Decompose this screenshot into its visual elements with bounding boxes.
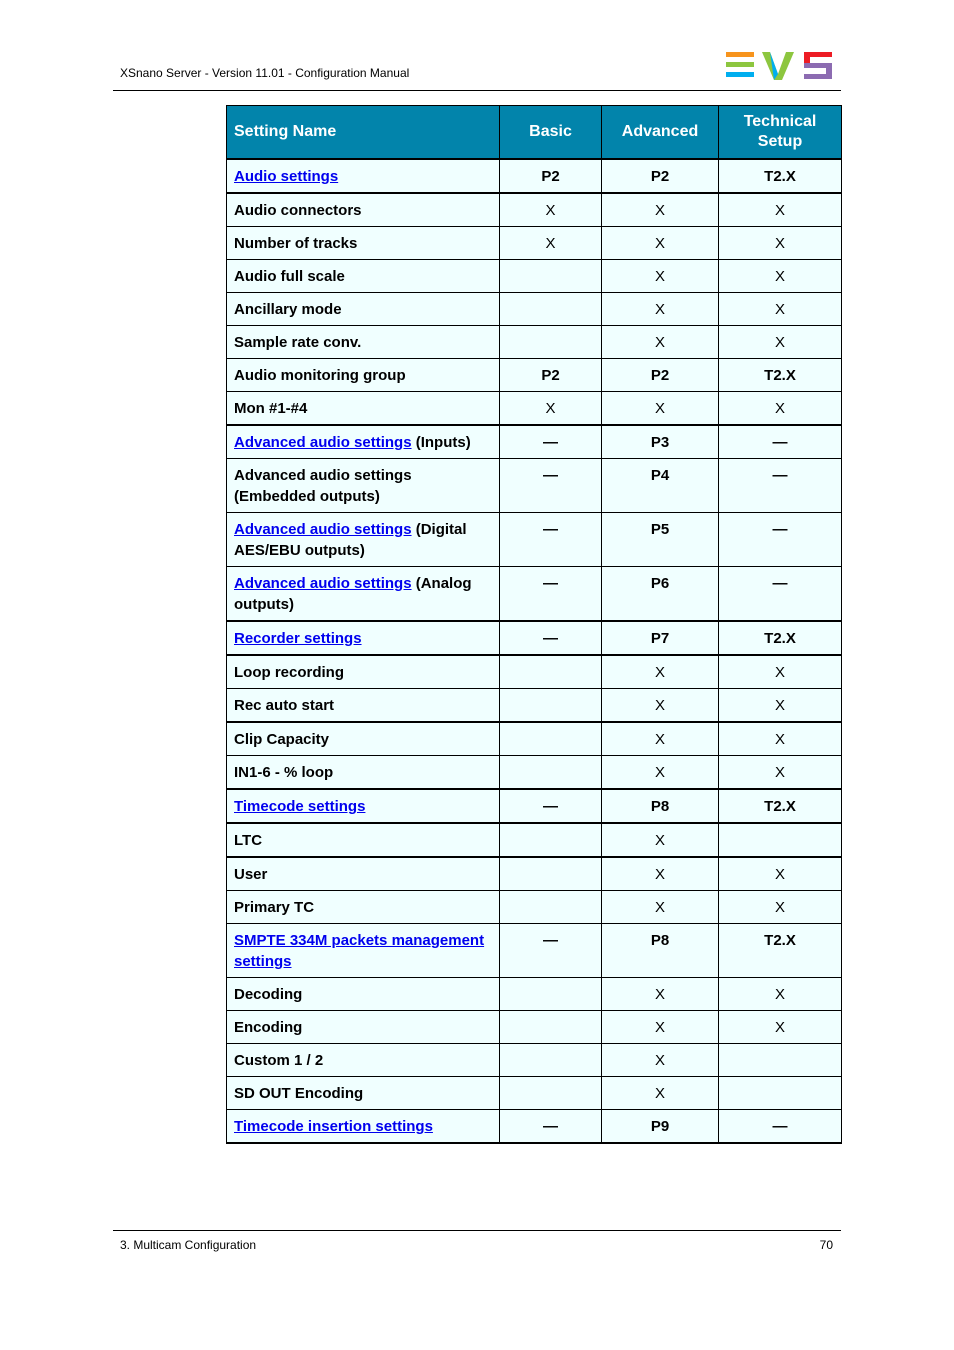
- setting-name-cell: [227, 260, 500, 293]
- setting-name-cell: [227, 978, 500, 1011]
- setting-name-text: Number of tracks: [234, 235, 358, 252]
- table-row: [227, 392, 842, 426]
- basic-value-cell: [500, 978, 602, 1011]
- basic-value-cell: X: [500, 193, 602, 227]
- technical-value-cell: T2.X: [719, 789, 842, 823]
- basic-value-cell: [500, 823, 602, 857]
- advanced-value-cell: X: [602, 722, 719, 756]
- setting-name-text: Audio monitoring group: [234, 367, 406, 384]
- setting-name-text: User: [234, 866, 268, 883]
- setting-name-cell: [227, 326, 500, 359]
- table-row: [227, 621, 842, 655]
- table-row: [227, 823, 842, 857]
- advanced-value-cell: X: [602, 260, 719, 293]
- setting-name-text: Sample rate conv.: [234, 334, 362, 351]
- basic-value-cell: [500, 1044, 602, 1077]
- table-row: [227, 891, 842, 924]
- basic-value-cell: [500, 260, 602, 293]
- setting-name-cell: [227, 655, 500, 689]
- table-row: [227, 978, 842, 1011]
- advanced-value-cell: X: [602, 227, 719, 260]
- setting-name-text: LTC: [234, 832, 263, 849]
- technical-value-cell: X: [719, 978, 842, 1011]
- technical-value-cell: —: [719, 1110, 842, 1144]
- table-row: [227, 193, 842, 227]
- technical-value-cell: X: [719, 891, 842, 924]
- basic-value-cell: —: [500, 924, 602, 978]
- advanced-value-cell: P2: [602, 359, 719, 392]
- table-row: [227, 1044, 842, 1077]
- table-row: [227, 359, 842, 392]
- table-row: [227, 567, 842, 622]
- advanced-value-cell: X: [602, 1077, 719, 1110]
- basic-value-cell: [500, 326, 602, 359]
- table-row: [227, 1077, 842, 1110]
- advanced-value-cell: P8: [602, 789, 719, 823]
- evs-logo-icon: [726, 52, 834, 82]
- settings-table: [226, 105, 842, 1144]
- basic-value-cell: —: [500, 1110, 602, 1144]
- column-header-setting-name: Setting Name: [227, 106, 500, 160]
- table-row: [227, 857, 842, 891]
- column-header-basic: Basic: [500, 106, 602, 160]
- advanced-value-cell: P5: [602, 513, 719, 567]
- setting-name-text: Audio full scale: [234, 268, 345, 285]
- setting-name-cell: [227, 689, 500, 723]
- advanced-value-cell: X: [602, 823, 719, 857]
- basic-value-cell: [500, 891, 602, 924]
- page-header-title: XSnano Server - Version 11.01 - Configuration Manual: [120, 66, 410, 80]
- setting-link[interactable]: Advanced audio settings: [234, 521, 412, 538]
- technical-value-cell: —: [719, 459, 842, 513]
- basic-value-cell: —: [500, 513, 602, 567]
- setting-name-text: Decoding: [234, 986, 303, 1003]
- setting-name-cell: [227, 823, 500, 857]
- table-row: [227, 293, 842, 326]
- setting-name-cell: [227, 1011, 500, 1044]
- setting-name-text: Primary TC: [234, 899, 315, 916]
- technical-value-cell: T2.X: [719, 924, 842, 978]
- table-row: [227, 227, 842, 260]
- basic-value-cell: X: [500, 392, 602, 426]
- basic-value-cell: [500, 655, 602, 689]
- technical-value-cell: X: [719, 756, 842, 790]
- setting-link[interactable]: Audio settings: [234, 168, 339, 185]
- technical-value-cell: X: [719, 293, 842, 326]
- basic-value-cell: —: [500, 567, 602, 622]
- technical-value-cell: —: [719, 513, 842, 567]
- basic-value-cell: [500, 1011, 602, 1044]
- setting-name-cell: [227, 621, 500, 655]
- footer-section-title: 3. Multicam Configuration: [120, 1238, 257, 1252]
- technical-value-cell: T2.X: [719, 159, 842, 193]
- setting-name-text: Rec auto start: [234, 697, 335, 714]
- column-header-technical-setup: Technical Setup: [719, 106, 842, 160]
- advanced-value-cell: X: [602, 857, 719, 891]
- advanced-value-cell: X: [602, 978, 719, 1011]
- technical-value-cell: —: [719, 567, 842, 622]
- setting-name-cell: [227, 924, 500, 978]
- advanced-value-cell: P3: [602, 425, 719, 459]
- setting-link[interactable]: Advanced audio settings: [234, 434, 412, 451]
- technical-value-cell: X: [719, 655, 842, 689]
- setting-name-cell: [227, 459, 500, 513]
- setting-name-text: Advanced audio settings (Embedded outputs): [234, 467, 416, 505]
- advanced-value-cell: X: [602, 756, 719, 790]
- setting-name-cell: [227, 293, 500, 326]
- setting-name-text: Clip Capacity: [234, 731, 330, 748]
- table-row: [227, 159, 842, 193]
- technical-value-cell: X: [719, 857, 842, 891]
- table-row: [227, 513, 842, 567]
- setting-name-text: Mon #1-#4: [234, 400, 308, 417]
- table-row: [227, 326, 842, 359]
- setting-name-cell: [227, 425, 500, 459]
- advanced-value-cell: X: [602, 193, 719, 227]
- setting-link[interactable]: Advanced audio settings: [234, 575, 412, 592]
- basic-value-cell: [500, 689, 602, 723]
- setting-name-cell: [227, 722, 500, 756]
- setting-name-text: Encoding: [234, 1019, 303, 1036]
- technical-value-cell: —: [719, 425, 842, 459]
- advanced-value-cell: P2: [602, 159, 719, 193]
- basic-value-cell: P2: [500, 359, 602, 392]
- table-row: [227, 425, 842, 459]
- technical-value-cell: T2.X: [719, 359, 842, 392]
- basic-value-cell: —: [500, 789, 602, 823]
- technical-value-cell: X: [719, 722, 842, 756]
- column-header-advanced: Advanced: [602, 106, 719, 160]
- basic-value-cell: —: [500, 425, 602, 459]
- setting-name-text: SD OUT Encoding: [234, 1085, 364, 1102]
- setting-name-cell: [227, 392, 500, 426]
- setting-name-text: (Digital AES/EBU outputs): [234, 521, 471, 559]
- advanced-value-cell: X: [602, 689, 719, 723]
- advanced-value-cell: P4: [602, 459, 719, 513]
- advanced-value-cell: X: [602, 1044, 719, 1077]
- basic-value-cell: [500, 722, 602, 756]
- advanced-value-cell: P8: [602, 924, 719, 978]
- setting-name-text: (Analog outputs): [234, 575, 476, 613]
- basic-value-cell: P2: [500, 159, 602, 193]
- advanced-value-cell: P7: [602, 621, 719, 655]
- basic-value-cell: [500, 756, 602, 790]
- setting-link[interactable]: Timecode insertion settings: [234, 1118, 433, 1135]
- setting-name-text: IN1-6 - % loop: [234, 764, 334, 781]
- basic-value-cell: [500, 1077, 602, 1110]
- technical-value-cell: X: [719, 193, 842, 227]
- setting-name-text: Custom 1 / 2: [234, 1052, 324, 1069]
- advanced-value-cell: X: [602, 655, 719, 689]
- table-row: [227, 756, 842, 790]
- table-row: [227, 1110, 842, 1144]
- setting-name-cell: [227, 159, 500, 193]
- setting-name-cell: [227, 513, 500, 567]
- table-row: [227, 722, 842, 756]
- setting-name-cell: [227, 857, 500, 891]
- table-row: [227, 924, 842, 978]
- basic-value-cell: X: [500, 227, 602, 260]
- technical-value-cell: [719, 823, 842, 857]
- setting-name-cell: [227, 567, 500, 622]
- table-row: [227, 689, 842, 723]
- basic-value-cell: [500, 293, 602, 326]
- setting-name-text: Loop recording: [234, 664, 344, 681]
- technical-value-cell: [719, 1044, 842, 1077]
- setting-name-cell: [227, 1077, 500, 1110]
- header-divider: [113, 90, 841, 91]
- table-row: [227, 1011, 842, 1044]
- technical-value-cell: X: [719, 260, 842, 293]
- table-row: [227, 655, 842, 689]
- setting-name-cell: [227, 227, 500, 260]
- setting-name-cell: [227, 193, 500, 227]
- advanced-value-cell: P6: [602, 567, 719, 622]
- advanced-value-cell: P9: [602, 1110, 719, 1144]
- technical-value-cell: X: [719, 326, 842, 359]
- setting-name-text: Ancillary mode: [234, 301, 342, 318]
- technical-value-cell: X: [719, 689, 842, 723]
- basic-value-cell: —: [500, 459, 602, 513]
- setting-link[interactable]: Timecode settings: [234, 798, 366, 815]
- advanced-value-cell: X: [602, 891, 719, 924]
- basic-value-cell: —: [500, 621, 602, 655]
- setting-name-cell: [227, 359, 500, 392]
- basic-value-cell: [500, 857, 602, 891]
- table-header-row: [227, 106, 842, 160]
- setting-name-cell: [227, 789, 500, 823]
- table-row: [227, 260, 842, 293]
- advanced-value-cell: X: [602, 293, 719, 326]
- advanced-value-cell: X: [602, 326, 719, 359]
- setting-name-cell: [227, 1044, 500, 1077]
- technical-value-cell: T2.X: [719, 621, 842, 655]
- table-row: [227, 789, 842, 823]
- footer-divider: [113, 1230, 841, 1231]
- setting-name-cell: [227, 756, 500, 790]
- advanced-value-cell: X: [602, 1011, 719, 1044]
- setting-name-cell: [227, 1110, 500, 1144]
- setting-name-text: Audio connectors: [234, 202, 362, 219]
- setting-link[interactable]: Recorder settings: [234, 630, 362, 647]
- setting-name-cell: [227, 891, 500, 924]
- technical-value-cell: X: [719, 392, 842, 426]
- page-number: 70: [819, 1238, 833, 1252]
- setting-name-text: (Inputs): [411, 434, 471, 451]
- technical-value-cell: X: [719, 227, 842, 260]
- advanced-value-cell: X: [602, 392, 719, 426]
- table-row: [227, 459, 842, 513]
- technical-value-cell: [719, 1077, 842, 1110]
- technical-value-cell: X: [719, 1011, 842, 1044]
- setting-link[interactable]: SMPTE 334M packets management settings: [234, 932, 485, 970]
